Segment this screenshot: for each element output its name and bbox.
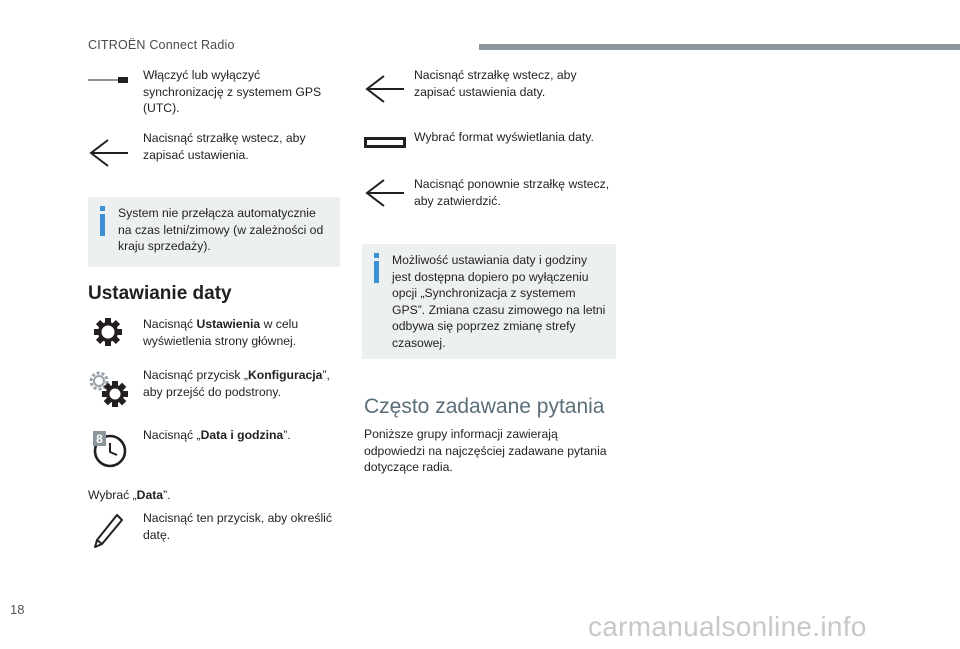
back-arrow-icon (366, 76, 406, 102)
toggle-switch-icon (88, 76, 130, 86)
gears-icon (88, 370, 132, 410)
faq-intro-text: Poniższe grupy informacji zawierają odpowiedzi na najczęściej zadawane pytania dotyczące radia. (364, 427, 607, 474)
text-bold-date-time: Data i godzina (200, 428, 284, 442)
note-text: System nie przełącza automatycznie na czas letni/zimowy (w zależności od kraju sprzedaży). (118, 206, 324, 253)
step-text-back-save-date: Nacisnąć strzałkę wstecz, aby zapisać ustawienia daty. (414, 68, 577, 99)
text-run: Nacisnąć „ (143, 428, 201, 442)
text-run: ”. (283, 428, 291, 442)
pencil-icon (94, 513, 124, 549)
back-arrow-icon (90, 140, 130, 166)
svg-text:8: 8 (96, 432, 103, 446)
section-heading-faq: Często zadawane pytania (364, 395, 605, 418)
text-run: Nacisnąć przycisk „ (143, 368, 248, 382)
rectangle-button-icon (364, 137, 406, 149)
step-text-select-date (88, 487, 288, 504)
step-text-confirm: Nacisnąć ponownie strzałkę wstecz, aby zatwierdzić. (414, 177, 610, 208)
text-run: Nacisnąć (143, 317, 197, 331)
header-title: CITROËN Connect Radio (88, 38, 235, 52)
step-text-config (143, 367, 338, 400)
info-icon (98, 206, 107, 236)
step-text-gps-sync: Włączyć lub wyłączyć synchronizację z systemem GPS (UTC). (143, 68, 322, 115)
step-text-back-save: Nacisnąć strzałkę wstecz, aby zapisać ustawienia. (143, 131, 306, 162)
text-run: ”. (163, 488, 171, 502)
step-text-date-format: Wybrać format wyświetlania daty. (414, 130, 594, 144)
section-heading-date: Ustawianie daty (88, 283, 232, 304)
gear-icon (93, 317, 123, 347)
clock-icon (90, 428, 128, 468)
step-text-date-time (143, 427, 333, 444)
text-bold-data: Data (136, 488, 164, 502)
text-run: Wybrać „ (88, 488, 137, 502)
info-note-gps (362, 244, 616, 359)
header-bar (479, 44, 960, 50)
info-icon (372, 253, 381, 283)
step-text-settings (143, 316, 333, 349)
info-note-dst (88, 197, 340, 267)
back-arrow-icon (366, 180, 406, 206)
page-number: 18 (10, 602, 25, 617)
step-text-set-date: Nacisnąć ten przycisk, aby określić datę. (143, 511, 332, 542)
text-bold-config: Konfiguracja (247, 368, 323, 382)
text-run: w celu wyświetlenia strony głównej. (143, 317, 299, 348)
text-run: ”, aby przejść do podstrony. (143, 368, 330, 399)
note-text: Możliwość ustawiania daty i godziny jest dostępna dopiero po wyłączeniu opcji „Synchronizacja z systemem GPS”. Zmiana czasu zimowego na letni odbywa się poprzez zmianę strefy czasowej. (392, 253, 606, 350)
text-bold-settings: Ustawienia (196, 317, 261, 331)
watermark: carmanualsonline.info (588, 611, 867, 642)
